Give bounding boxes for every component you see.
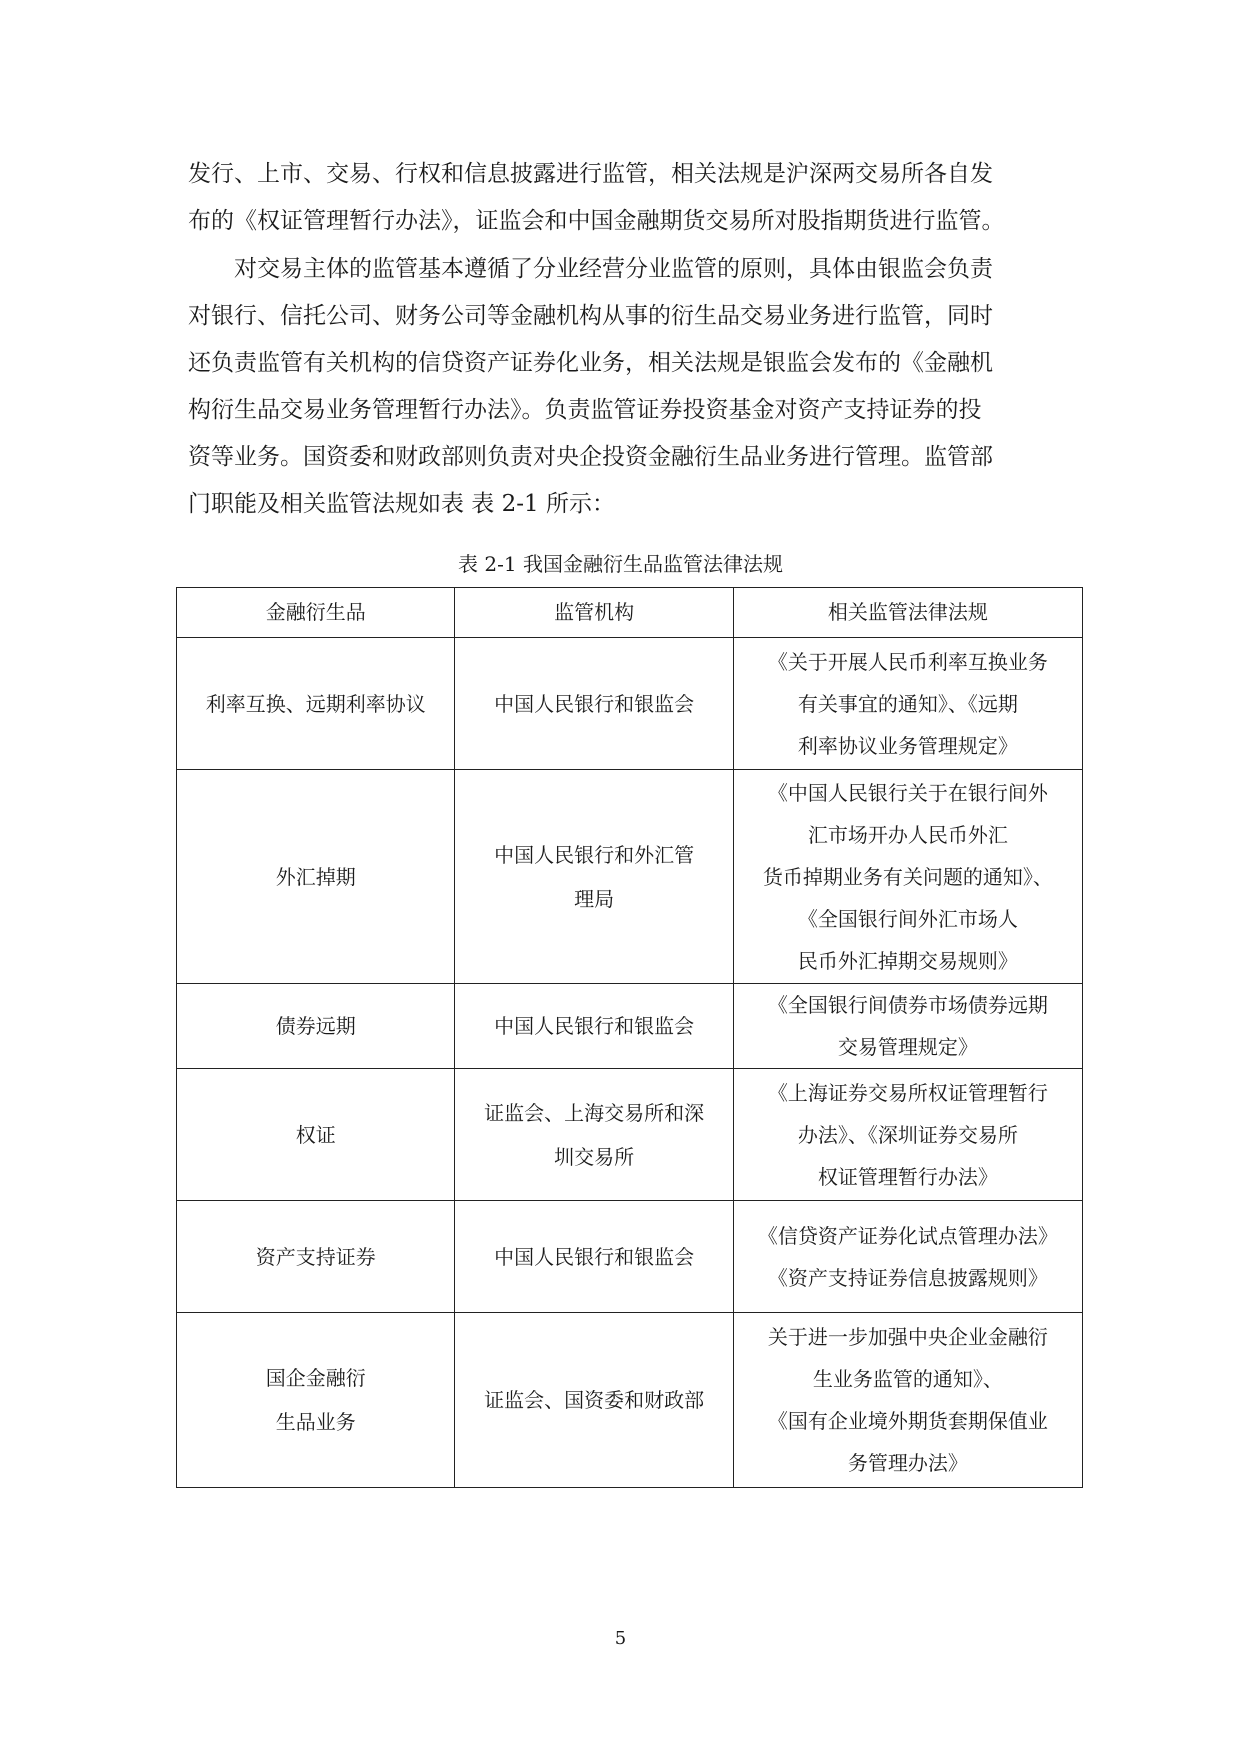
cell-laws [733, 984, 1082, 1069]
cell-line: 关于进一步加强中央企业金融衍 [767, 1325, 1048, 1349]
paragraph-line: 还负责监管有关机构的信贷资产证券化业务，相关法规是银监会发布的《金融机 [188, 350, 993, 376]
table-row [177, 1313, 1083, 1488]
cell-line: 货币掉期业务有关问题的通知》、 [762, 864, 1053, 889]
cell-line: 《信贷资产证券化试点管理办法》 [757, 1223, 1058, 1248]
cell-line: 国企金融衍 [265, 1366, 366, 1390]
cell-laws [733, 1201, 1082, 1313]
cell-product [177, 1069, 455, 1201]
table-caption: 表 2-1 我国金融衍生品监管法律法规 [458, 552, 783, 576]
cell-line: 《上海证券交易所权证管理暂行 [767, 1080, 1048, 1105]
cell-laws [733, 770, 1082, 984]
cell-product [177, 984, 455, 1069]
cell-line: 中国人民银行和外汇管 [494, 842, 695, 867]
cell-line: 有关事宜的通知》、《远期 [797, 691, 1018, 716]
cell-line: 利率互换、远期利率协议 [205, 691, 426, 716]
cell-regulator [455, 1201, 733, 1313]
cell-product [177, 770, 455, 984]
cell-line: 《国有企业境外期货套期保值业 [767, 1409, 1048, 1433]
cell-laws [733, 638, 1082, 770]
cell-line: 《资产支持证券信息披露规则》 [767, 1265, 1048, 1290]
paragraph-line: 门职能及相关监管法规如表 表 2-1 所示： [188, 491, 615, 517]
cell-regulator [455, 638, 733, 770]
cell-line: 生品业务 [275, 1410, 356, 1434]
cell-line: 利率协议业务管理规定》 [797, 733, 1018, 758]
cell-regulator [455, 770, 733, 984]
cell-line: 《全国银行间债券市场债券远期 [767, 993, 1048, 1017]
cell-line: 《全国银行间外汇市场人 [797, 906, 1018, 931]
cell-product [177, 638, 455, 770]
cell-line: 务管理办法》 [847, 1451, 968, 1475]
table-row [177, 1201, 1083, 1313]
cell-line: 权证管理暂行办法》 [817, 1164, 998, 1189]
paragraph-2 [188, 246, 1054, 528]
cell-regulator [455, 1313, 733, 1488]
cell-line: 证监会、上海交易所和深 [484, 1100, 705, 1125]
cell-line: 中国人民银行和银监会 [494, 1244, 695, 1269]
table-row [177, 638, 1083, 770]
cell-line: 办法》、《深圳证券交易所 [797, 1122, 1018, 1147]
cell-product [177, 1313, 455, 1488]
header-regulator: 监管机构 [455, 588, 733, 638]
paragraph-1 [188, 151, 1054, 245]
cell-line: 理局 [574, 886, 615, 911]
paragraph-line: 布的《权证管理暂行办法》，证监会和中国金融期货交易所对股指期货进行监管。 [188, 208, 1005, 234]
cell-line: 外汇掉期 [275, 864, 356, 889]
paragraph-line: 资等业务。国资委和财政部则负责对央企投资金融衍生品业务进行管理。监管部 [188, 444, 993, 470]
cell-line: 汇市场开办人民币外汇 [807, 822, 1008, 847]
table-row [177, 1069, 1083, 1201]
table-row [177, 770, 1083, 984]
cell-line: 中国人民银行和银监会 [494, 691, 695, 716]
cell-laws [733, 1313, 1082, 1488]
cell-line: 证监会、国资委和财政部 [484, 1388, 705, 1412]
header-product: 金融衍生品 [177, 588, 455, 638]
cell-laws [733, 1069, 1082, 1201]
cell-line: 生业务监管的通知》、 [812, 1367, 1003, 1391]
cell-line: 《中国人民银行关于在银行间外 [767, 780, 1048, 805]
paragraph-line: 构衍生品交易业务管理暂行办法》。负责监管证券投资基金对资产支持证券的投 [188, 397, 982, 423]
cell-line: 圳交易所 [554, 1144, 635, 1169]
paragraph-line: 对银行、信托公司、财务公司等金融机构从事的衍生品交易业务进行监管，同时 [188, 303, 993, 329]
cell-regulator [455, 984, 733, 1069]
paragraph-line: 发行、上市、交易、行权和信息披露进行监管，相关法规是沪深两交易所各自发 [188, 161, 993, 187]
header-laws: 相关监管法律法规 [733, 588, 1082, 638]
cell-line: 《关于开展人民币利率互换业务 [767, 649, 1048, 674]
page-number: 5 [614, 1628, 627, 1649]
regulation-table [176, 587, 1083, 1488]
cell-regulator [455, 1069, 733, 1201]
cell-product [177, 1201, 455, 1313]
table-row [177, 984, 1083, 1069]
cell-line: 资产支持证券 [255, 1244, 376, 1269]
table-header-row [177, 588, 1083, 638]
cell-line: 交易管理规定》 [837, 1035, 978, 1059]
paragraph-line: 对交易主体的监管基本遵循了分业经营分业监管的原则，具体由银监会负责 [188, 256, 993, 282]
cell-line: 权证 [295, 1122, 336, 1147]
cell-line: 债券远期 [275, 1014, 356, 1038]
cell-line: 中国人民银行和银监会 [494, 1014, 695, 1038]
cell-line: 民币外汇掉期交易规则》 [797, 948, 1018, 973]
